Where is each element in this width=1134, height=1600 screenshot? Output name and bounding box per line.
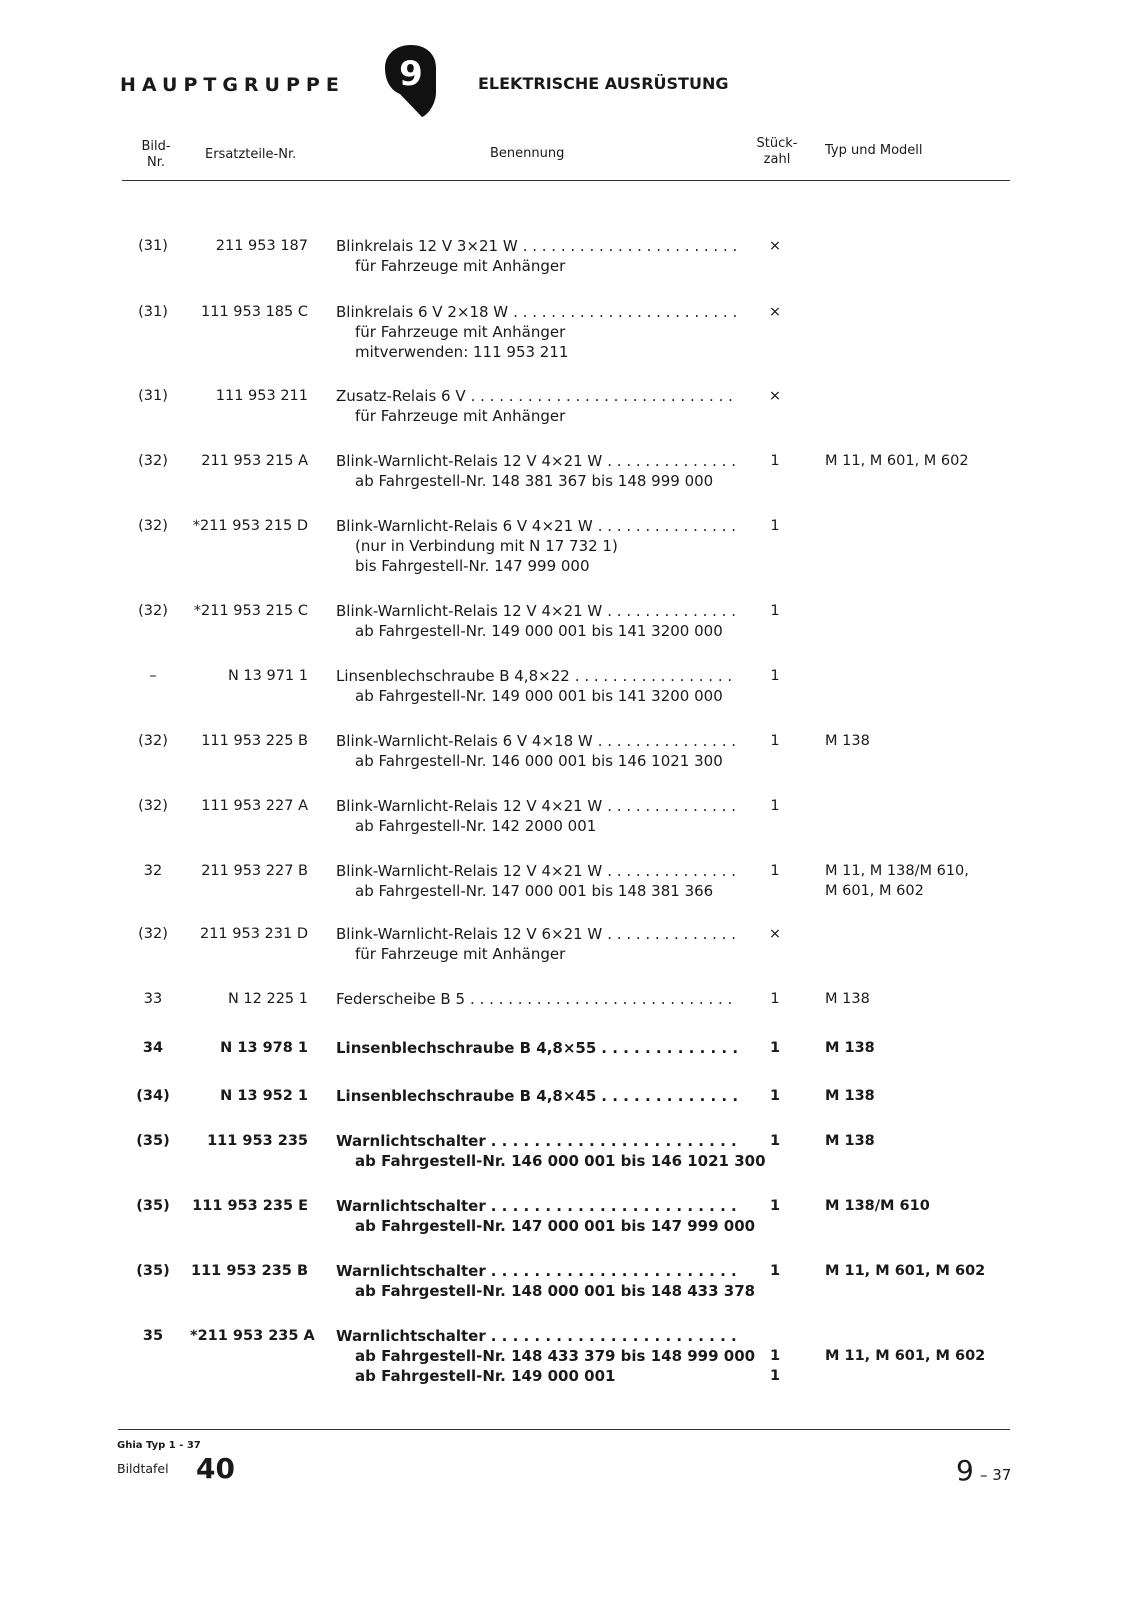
description-line (336, 1196, 738, 1216)
type-model (825, 1326, 1015, 1366)
quantity-value: × (768, 926, 782, 942)
description-sub: ab Fahrgestell-Nr. 148 381 367 bis 148 999 000 (355, 472, 714, 490)
bild-nr: 35 (142, 1328, 164, 1344)
description-line (336, 516, 738, 536)
header-rule (122, 180, 1010, 181)
quantity-value: 1 (769, 1133, 781, 1149)
quantity-value: 1 (770, 603, 780, 619)
footer-rule (118, 1429, 1010, 1430)
bild-nr: (31) (138, 388, 168, 404)
quantity-value: 1 (770, 991, 780, 1007)
type-model-value: M 601, M 602 (825, 883, 924, 899)
quantity-value: 1 (770, 453, 780, 469)
part-number: N 13 978 1 (220, 1040, 308, 1056)
col-header-bild-line1: Bild- (141, 139, 171, 154)
description-sub: ab Fahrgestell-Nr. 146 000 001 bis 146 1021 300 (355, 1152, 766, 1170)
description (336, 924, 738, 964)
col-header-bild (133, 139, 179, 171)
type-model-value: M 138 (825, 991, 870, 1007)
quantity-value (758, 1326, 792, 1346)
description-main: Warnlichtschalter (336, 1197, 486, 1215)
description-line (336, 666, 738, 686)
description-main: Blink-Warnlicht-Relais 12 V 4×21 W (336, 862, 603, 880)
quantity (758, 1086, 792, 1106)
bild-nr: 33 (143, 991, 163, 1007)
description-line (336, 386, 738, 406)
col-header-stueck-line1: Stück- (756, 136, 798, 151)
footer-bildtafel-label: Bildtafel (117, 1461, 169, 1476)
footer-model: Ghia Typ 1 - 37 (117, 1440, 201, 1451)
bild-nr: (35) (136, 1263, 170, 1279)
description (336, 302, 738, 362)
description-main: Linsenblechschraube B 4,8×22 (336, 667, 570, 685)
quantity-value: 1 (769, 1368, 781, 1384)
quantity (758, 924, 792, 944)
description-sub: ab Fahrgestell-Nr. 147 000 001 bis 148 381 366 (355, 882, 714, 900)
description (336, 989, 738, 1009)
leader-dots (491, 1196, 738, 1216)
description-line (336, 1038, 738, 1058)
col-header-bild-line2: Nr. (146, 155, 165, 170)
quantity-value: 1 (769, 1088, 781, 1104)
quantity-value: 1 (769, 1263, 781, 1279)
description-main: Blinkrelais 12 V 3×21 W (336, 237, 518, 255)
quantity-value: 1 (770, 668, 780, 684)
bild-nr: (32) (138, 603, 168, 619)
part-number: 111 953 211 (215, 388, 308, 404)
quantity-value: 1 (769, 1198, 781, 1214)
description (336, 386, 738, 426)
leader-dots (470, 989, 738, 1009)
description-line (336, 1086, 738, 1106)
description-sub: ab Fahrgestell-Nr. 149 000 001 bis 141 3200 000 (355, 687, 723, 705)
description-sub: ab Fahrgestell-Nr. 149 000 001 bis 141 3200 000 (355, 622, 723, 640)
bild-nr: (31) (138, 304, 168, 320)
bild-nr: (32) (138, 518, 168, 534)
description-main: Federscheibe B 5 (336, 990, 466, 1008)
description-sub: (nur in Verbindung mit N 17 732 1) (355, 537, 618, 555)
footer-page-sub: – 37 (980, 1466, 1012, 1484)
col-header-benennung: Benennung (490, 146, 565, 161)
description-sub: bis Fahrgestell-Nr. 147 999 000 (355, 557, 590, 575)
description-sub: ab Fahrgestell-Nr. 148 433 379 bis 148 999 000 (355, 1347, 756, 1365)
description-main: Blink-Warnlicht-Relais 12 V 6×21 W (336, 925, 603, 943)
bild-nr: (32) (138, 453, 168, 469)
description (336, 1326, 756, 1386)
description (336, 516, 738, 576)
col-header-ersatzteile: Ersatzteile-Nr. (205, 147, 297, 162)
description-line (336, 796, 738, 816)
bild-nr: (35) (136, 1198, 170, 1214)
description-sub: für Fahrzeuge mit Anhänger (355, 257, 566, 275)
quantity (758, 236, 792, 256)
description-line (336, 861, 738, 881)
description (336, 236, 738, 276)
description (336, 731, 738, 771)
group-number: 9 (399, 54, 423, 94)
bild-nr: (32) (138, 798, 168, 814)
part-number: *211 953 215 C (193, 603, 308, 619)
description (336, 1038, 738, 1058)
part-number: N 13 952 1 (220, 1088, 308, 1104)
col-header-stueck-line2: zahl (763, 152, 791, 167)
description-sub: ab Fahrgestell-Nr. 147 000 001 bis 147 999 000 (355, 1217, 756, 1235)
part-number: *211 953 215 D (192, 518, 308, 534)
leader-dots (598, 731, 738, 751)
part-number: *211 953 235 A (190, 1328, 315, 1344)
description-sub: ab Fahrgestell-Nr. 149 000 001 (355, 1367, 616, 1385)
leader-dots (607, 924, 738, 944)
col-header-stueckzahl (752, 136, 802, 168)
description-sub: für Fahrzeuge mit Anhänger (355, 323, 566, 341)
type-model-value: M 11, M 601, M 602 (825, 1263, 986, 1279)
type-model (825, 989, 1015, 1009)
part-number: 111 953 185 C (201, 304, 308, 320)
type-model-value: M 138 (825, 733, 870, 749)
description-main: Zusatz-Relais 6 V (336, 387, 466, 405)
description-sub: ab Fahrgestell-Nr. 148 000 001 bis 148 433 378 (355, 1282, 756, 1300)
description-sub: ab Fahrgestell-Nr. 146 000 001 bis 146 1021 300 (355, 752, 723, 770)
quantity-value: 1 (769, 1348, 781, 1364)
quantity (758, 302, 792, 322)
description-main: Blink-Warnlicht-Relais 12 V 4×21 W (336, 797, 603, 815)
type-model-value (825, 1326, 1015, 1346)
type-model-value: M 11, M 138/M 610, (825, 863, 969, 879)
description-sub: ab Fahrgestell-Nr. 142 2000 001 (355, 817, 597, 835)
bild-nr: 32 (143, 863, 163, 879)
type-model (825, 1261, 1015, 1281)
quantity-value: × (768, 238, 782, 254)
quantity (758, 796, 792, 816)
description-main: Blink-Warnlicht-Relais 6 V 4×21 W (336, 517, 593, 535)
bild-nr: – (149, 668, 157, 684)
type-model-value: M 138 (825, 1040, 875, 1056)
part-number: 111 953 227 A (201, 798, 308, 814)
part-number: 111 953 235 E (192, 1198, 308, 1214)
quantity (758, 1196, 792, 1216)
quantity-value: × (768, 304, 782, 320)
description-main: Blink-Warnlicht-Relais 6 V 4×18 W (336, 732, 593, 750)
description-line (336, 302, 738, 322)
leader-dots (598, 516, 738, 536)
part-number: 211 953 187 (215, 238, 308, 254)
type-model (825, 861, 1015, 901)
quantity (758, 601, 792, 621)
type-model (825, 731, 1015, 751)
description-main: Warnlichtschalter (336, 1132, 486, 1150)
description-sub: für Fahrzeuge mit Anhänger (355, 407, 566, 425)
description (336, 1086, 738, 1106)
description-main: Blink-Warnlicht-Relais 12 V 4×21 W (336, 452, 603, 470)
footer-bildtafel-number: 40 (196, 1452, 235, 1485)
type-model-value: M 138 (825, 1133, 875, 1149)
leader-dots (471, 386, 738, 406)
part-number: 111 953 225 B (201, 733, 308, 749)
part-number: N 12 225 1 (227, 991, 308, 1007)
description-line (336, 924, 738, 944)
quantity-value: 1 (769, 1040, 781, 1056)
leader-dots (607, 796, 738, 816)
quantity (758, 666, 792, 686)
group-label: HAUPTGRUPPE (120, 74, 345, 96)
type-model (825, 1038, 1015, 1058)
description-main: Blink-Warnlicht-Relais 12 V 4×21 W (336, 602, 603, 620)
description-main: Linsenblechschraube B 4,8×45 (336, 1087, 597, 1105)
quantity-value: 1 (770, 733, 780, 749)
description-sub: mitverwenden: 111 953 211 (355, 343, 569, 361)
footer-page-number: 9 (956, 1454, 974, 1487)
section-title: ELEKTRISCHE AUSRÜSTUNG (478, 74, 729, 93)
quantity-value: 1 (770, 798, 780, 814)
quantity (758, 1038, 792, 1058)
description-main: Warnlichtschalter (336, 1262, 486, 1280)
description-main: Blinkrelais 6 V 2×18 W (336, 303, 509, 321)
bild-nr: 34 (142, 1040, 164, 1056)
part-number: 211 953 227 B (201, 863, 308, 879)
quantity (758, 989, 792, 1009)
leader-dots (575, 666, 738, 686)
quantity (758, 861, 792, 881)
bild-nr: (31) (138, 238, 168, 254)
description-line (336, 1326, 738, 1346)
bild-nr: (34) (136, 1088, 170, 1104)
description (336, 796, 738, 836)
description (336, 601, 738, 641)
type-model (825, 1131, 1015, 1151)
description-line (336, 731, 738, 751)
quantity (758, 731, 792, 751)
description-line (336, 451, 738, 471)
type-model-value: M 11, M 601, M 602 (825, 1348, 986, 1364)
part-number: N 13 971 1 (227, 668, 308, 684)
quantity (758, 451, 792, 471)
description-line (336, 236, 738, 256)
quantity (758, 1326, 792, 1386)
quantity (758, 516, 792, 536)
description-line (336, 1261, 738, 1281)
quantity (758, 1261, 792, 1281)
col-header-typ: Typ und Modell (825, 143, 923, 158)
part-number: 211 953 231 D (199, 926, 308, 942)
leader-dots (607, 861, 738, 881)
bild-nr: (32) (138, 733, 168, 749)
quantity (758, 1131, 792, 1151)
leader-dots (523, 236, 738, 256)
leader-dots (491, 1131, 738, 1151)
leader-dots (607, 601, 738, 621)
type-model-value: M 138/M 610 (825, 1198, 930, 1214)
group-number-badge (382, 44, 440, 118)
type-model (825, 451, 1015, 471)
description (336, 861, 738, 901)
quantity-value: 1 (770, 518, 780, 534)
leader-dots (607, 451, 738, 471)
leader-dots (601, 1086, 738, 1106)
type-model-value: M 138 (825, 1088, 875, 1104)
leader-dots (601, 1038, 738, 1058)
description-line (336, 601, 738, 621)
quantity-value: × (768, 388, 782, 404)
part-number: 111 953 235 B (191, 1263, 308, 1279)
type-model (825, 1196, 1015, 1216)
description (336, 1196, 756, 1236)
quantity (758, 386, 792, 406)
bild-nr: (32) (138, 926, 168, 942)
type-model-value: M 11, M 601, M 602 (825, 453, 969, 469)
description (336, 451, 738, 491)
description-main: Warnlichtschalter (336, 1327, 486, 1345)
description-line (336, 1131, 738, 1151)
description-sub: für Fahrzeuge mit Anhänger (355, 945, 566, 963)
description (336, 1261, 756, 1301)
description-main: Linsenblechschraube B 4,8×55 (336, 1039, 597, 1057)
bild-nr: (35) (136, 1133, 170, 1149)
description (336, 1131, 766, 1171)
description (336, 666, 738, 706)
leader-dots (513, 302, 738, 322)
part-number: 111 953 235 (207, 1133, 308, 1149)
type-model (825, 1086, 1015, 1106)
description-line (336, 989, 738, 1009)
quantity-value: 1 (770, 863, 780, 879)
leader-dots (491, 1326, 738, 1346)
part-number: 211 953 215 A (201, 453, 308, 469)
leader-dots (491, 1261, 738, 1281)
